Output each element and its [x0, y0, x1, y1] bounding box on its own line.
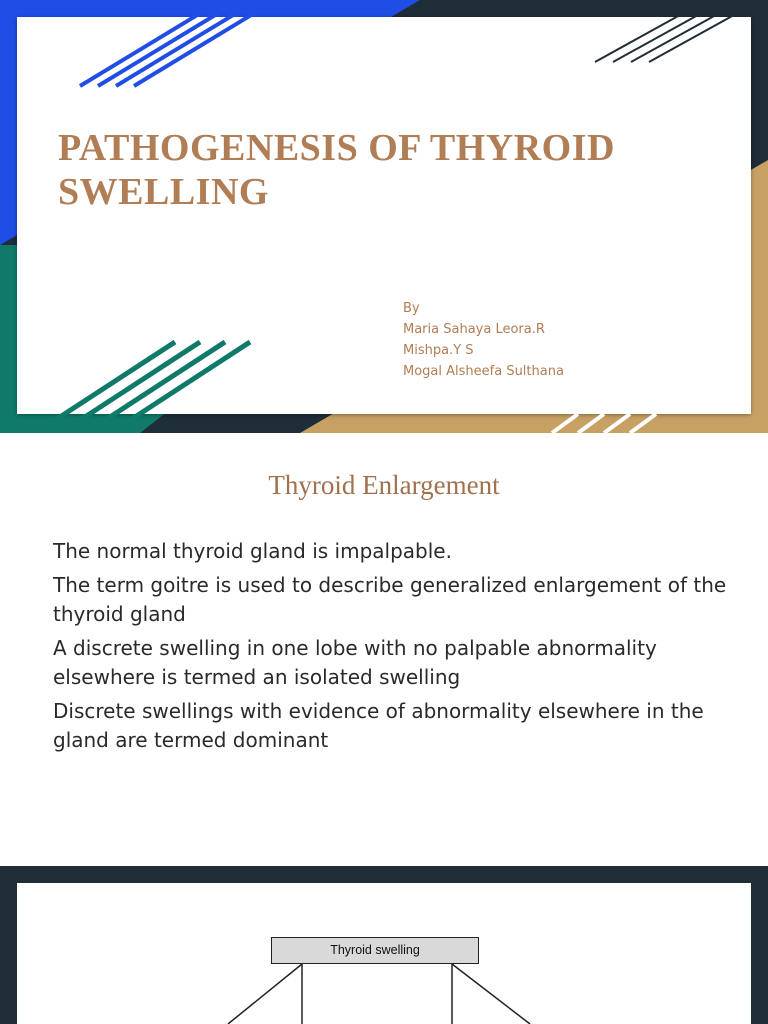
diagram-slide — [0, 866, 768, 1024]
by-label: By — [403, 301, 420, 316]
bullet-item: The term goitre is used to describe generalized enlargement of the thyroid gland — [53, 573, 727, 626]
author-name: Maria Sahaya Leora.R — [403, 322, 545, 337]
author-name: Mishpa.Y S — [403, 343, 474, 358]
title-slide — [0, 0, 768, 433]
presentation-title: PATHOGENESIS OF THYROID SWELLING — [58, 127, 615, 213]
bullet-item: A discrete swelling in one lobe with no palpable abnormality elsewhere is termed an isolated swelling — [53, 636, 657, 689]
author-name: Mogal Alsheefa Sulthana — [403, 364, 564, 379]
author-block — [403, 298, 564, 382]
bullet-item: Discrete swellings with evidence of abnormality elsewhere in the gland are termed dominant — [53, 699, 704, 752]
slide-heading: Thyroid Enlargement — [268, 470, 500, 500]
bullet-list — [53, 537, 733, 760]
diagram-root-node: Thyroid swelling — [271, 937, 479, 964]
decorative-stripes — [0, 0, 768, 433]
content-slide — [0, 433, 768, 866]
bullet-item: The normal thyroid gland is impalpable. — [53, 539, 452, 563]
